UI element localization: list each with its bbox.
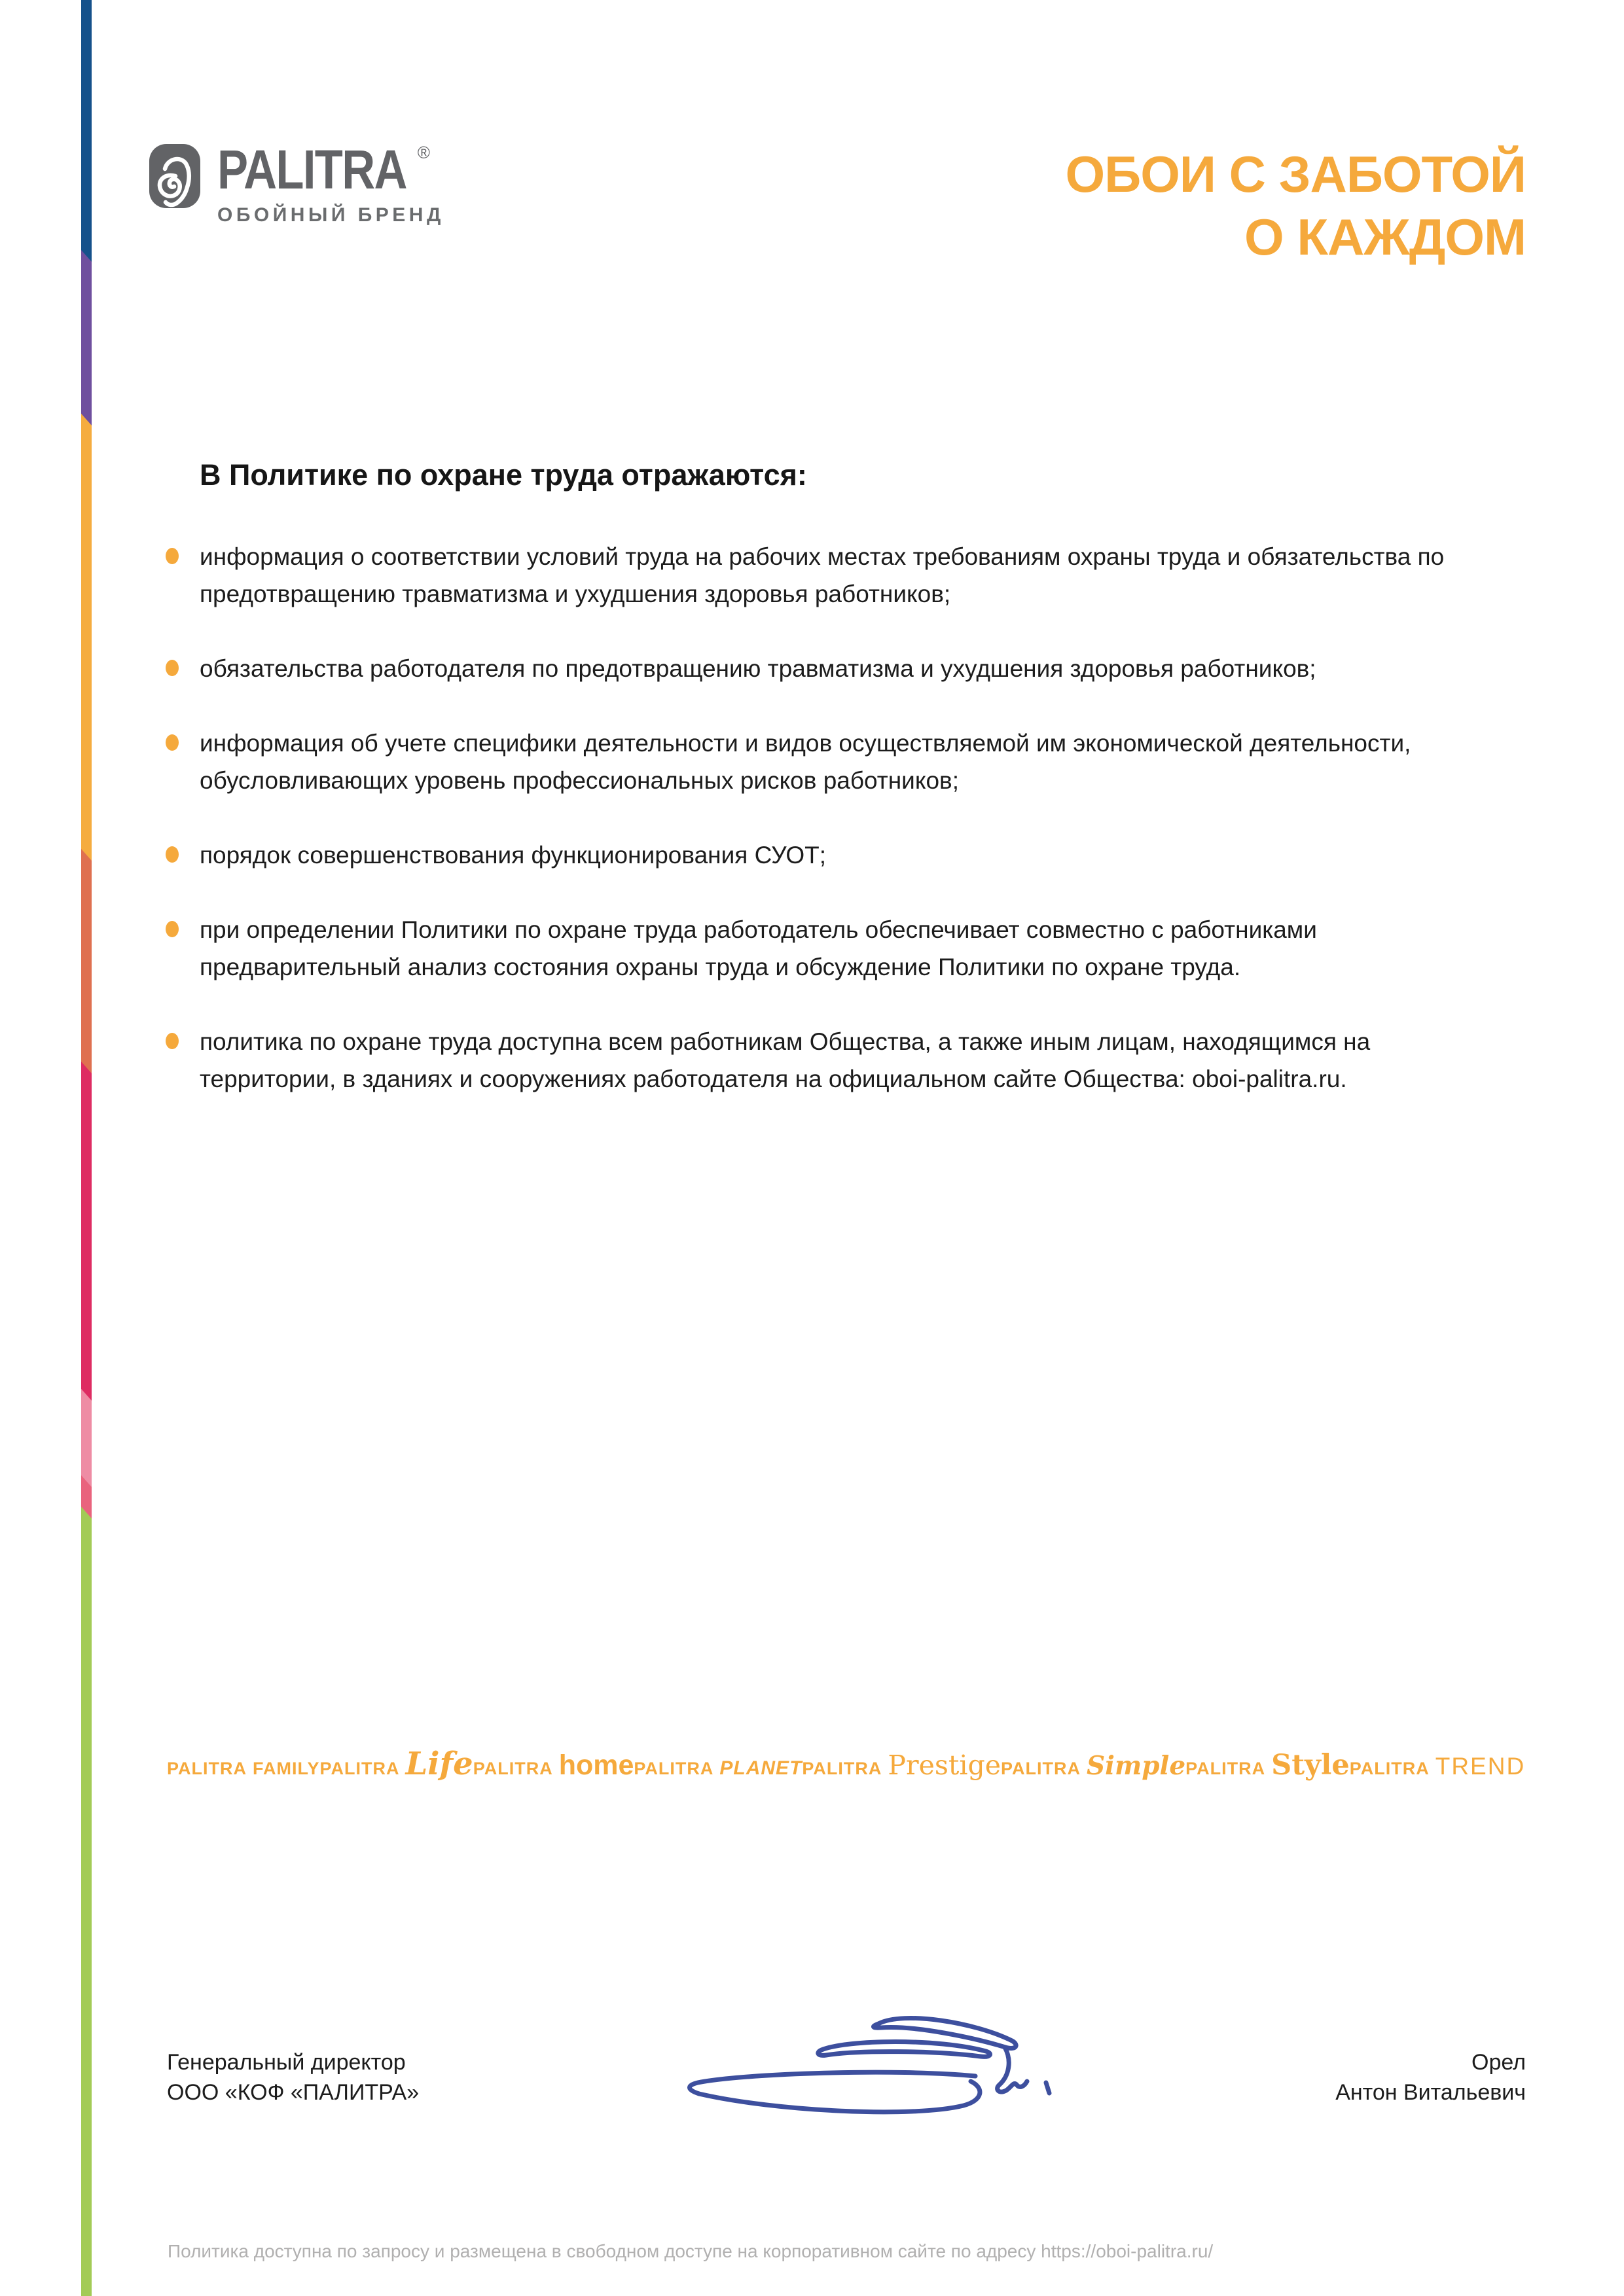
signatory-position-line-1: Генеральный директор: [167, 2050, 406, 2075]
stripe-segment-1: [81, 0, 92, 262]
signatory-name-line-2: Антон Витальевич: [1335, 2080, 1526, 2105]
brand-prefix: PALITRA: [473, 1759, 553, 1778]
brand-palitra-family: [167, 1759, 320, 1779]
brand-prefix: PALITRA: [802, 1759, 882, 1778]
palitra-logo: [149, 139, 444, 226]
slogan: [1065, 143, 1526, 268]
brand-palitra-style: PALITRA Style: [1185, 1749, 1350, 1782]
slogan-line-1: ОБОИ С ЗАБОТОЙ: [1065, 145, 1526, 203]
palitra-monogram-icon: [149, 144, 200, 208]
bullet-text: порядок совершенствования функционирования СУОТ;: [200, 842, 827, 869]
stripe-segment-5: [81, 1062, 92, 1401]
list-item: [166, 911, 1521, 986]
bullet-text: политика по охране труда доступна всем работникам Общества, а также иным лицам, находящимся на территории, в зданиях и сооружениях работодателя на официальном сайте Общества: oboi-palitra.ru.: [200, 1028, 1371, 1092]
brand-prefix: PALITRA: [1185, 1759, 1266, 1778]
bullet-dot: [166, 548, 179, 564]
logo-tagline: ОБОЙНЫЙ БРЕНД: [217, 204, 444, 226]
bullet-text: при определении Политики по охране труда работодатель обеспечивает совместно с работниками предварительный анализ состояния охраны труда и обсуждение Политики по охране труда.: [200, 916, 1317, 980]
bullet-list: [166, 538, 1521, 1135]
bullet-text: обязательства работодателя по предотвращению травматизма и ухудшения здоровья работников;: [200, 655, 1316, 682]
slogan-line-2: О КАЖДОМ: [1244, 208, 1526, 266]
bullet-dot: [166, 846, 179, 863]
stripe-segment-4: [81, 849, 92, 1073]
stripe-segment-6: [81, 1389, 92, 1487]
brand-palitra-trend: [1350, 1753, 1525, 1780]
page-title: В Политике по охране труда отражаются:: [200, 458, 807, 492]
left-color-stripe: [81, 0, 92, 2296]
bullet-dot: [166, 660, 179, 676]
footer-note: Политика доступна по запросу и размещена в свободном доступе на корпоративном сайте по адресу https://oboi-palitra.ru/: [168, 2241, 1214, 2261]
stripe-segment-8: [81, 1507, 92, 2296]
brand-palitra-simple: PALITRA Simple: [1000, 1751, 1186, 1781]
stripe-segment-3: [81, 414, 92, 861]
brand-strip: [167, 1746, 1526, 1782]
brand-palitra-home: PALITRA home: [473, 1749, 634, 1781]
bullet-text: информация о соответствии условий труда на рабочих местах требованиям охраны труда и обязательства по предотвращению травматизма и ухудшения здоровья работников;: [200, 543, 1445, 607]
brand-suffix: PLANET: [719, 1757, 803, 1779]
signatory-position-line-2: ООО «КОФ «ПАЛИТРА»: [167, 2080, 420, 2105]
bullet-dot: [166, 734, 179, 751]
registered-mark: ®: [417, 143, 430, 162]
brand-prefix: PALITRA: [1000, 1759, 1081, 1778]
bullet-text: информация об учете специфики деятельности и видов осуществляемой им экономической деятельности, обусловливающих уровень профессиональных рисков работников;: [200, 730, 1411, 794]
list-item: [166, 725, 1521, 799]
signatory-name: [1335, 2047, 1526, 2108]
brand-palitra-planet: [634, 1757, 802, 1780]
signatory-position: [167, 2047, 419, 2108]
signatory-name-line-1: Орел: [1471, 2050, 1526, 2075]
brand-palitra-life: PALITRA Life: [319, 1746, 473, 1782]
brand-palitra-prestige: PALITRA Prestige: [802, 1749, 1001, 1781]
list-item: [166, 650, 1521, 687]
list-item: [166, 538, 1521, 613]
logo-wordmark: PALITRA: [217, 139, 406, 200]
bullet-dot: [166, 921, 179, 937]
bullet-dot: [166, 1033, 179, 1049]
brand-suffix: FAMILY: [253, 1759, 320, 1778]
brand-suffix: TREND: [1435, 1753, 1526, 1780]
brand-prefix: PALITRA: [634, 1759, 714, 1778]
handwritten-signature: [622, 1970, 1080, 2121]
list-item: [166, 836, 1521, 874]
list-item: [166, 1023, 1521, 1098]
brand-prefix: PALITRA: [167, 1759, 247, 1778]
brand-prefix: PALITRA: [1349, 1759, 1430, 1778]
brand-prefix: PALITRA: [319, 1759, 400, 1778]
stripe-segment-2: [81, 250, 92, 425]
